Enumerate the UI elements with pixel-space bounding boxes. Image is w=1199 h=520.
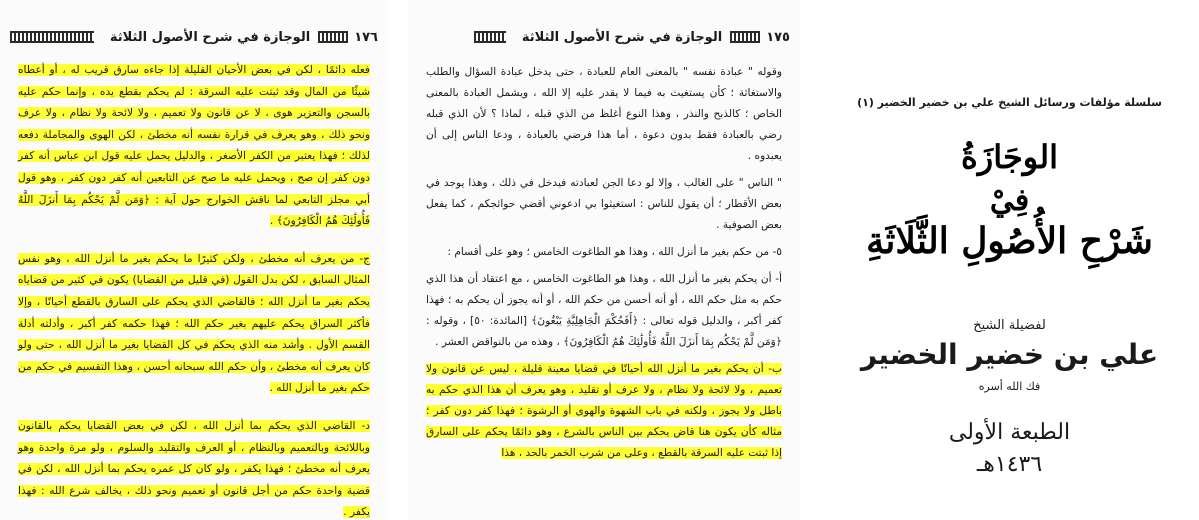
header-ornament-band	[10, 31, 94, 43]
author-prayer: فك الله أسره	[978, 380, 1041, 393]
page-175	[408, 0, 800, 520]
page-header	[408, 26, 800, 48]
page-number: ١٧٦	[354, 29, 378, 45]
book-title-line-1: الوجَازَةُ	[961, 138, 1058, 176]
highlighted-text: ب- أن يحكم بغير ما أنزل الله أحيانًا في قضايا معينة قليلة ، ليس عن قانون ولا تعميم ، ولا لائحة ولا نظام ، ولا عرف أو تقليد ، وهو يعرف أن هذا الذي حكم به باطل ولا يجوز ، ولكنه في باب الشهوة والهوى أو الرشوة ؛ فهذا كفر دون كفر ؛ مثاله كأن يكون هنا قاض يحكم بين الناس بالشرع ، وهو دائمًا يحكم على السارق إذا ثبتت عليه السرقة بالقطع ، وعلى من شرب الخمر بالحد ، هذا	[426, 363, 782, 459]
paragraph: ٥- من حكم بغير ما أنزل الله ، وهذا هو الطاغوت الخامس ؛ وهو على أقسام :	[447, 246, 782, 258]
title-page	[820, 0, 1199, 520]
book-title-line-2: فِيْ	[989, 183, 1030, 218]
edition-year: ١٤٣٦هـ	[976, 452, 1043, 477]
series-line: سلسلة مؤلفات ورسائل الشيخ علي بن خضير الخضير (١)	[857, 96, 1162, 109]
author-name: علي بن خضير الخضير	[860, 338, 1159, 371]
paragraph: " الناس " على الغالب ، وإلا لو دعا الجن لعبادته فيدخل في ذلك ، وهذا يوجد في بعض الأقطار ؛ أن يقول للناس : استغيثوا بي ادعوني أقضي حوائجكم ، كما يفعل بعض الصوفية .	[426, 177, 782, 231]
paragraph: وقوله " عبادة نفسه " بالمعنى العام للعبادة ، حتى يدخل عبادة السؤال والطلب والاستغاثة ؛ كأن يستغيث به فيما لا يقدر عليه إلا الله ، ويشمل العبادة بالمعنى الخاص ؛ كالذبح والنذر ، وهذا النوع أغلظ من الذي قبله ، لماذا ؟ لأن الذي قبله رضي بالعبادة فقط بدون دعوة ، أما هذا فرضي بالعبادة ، ودعا الناس إلى أن يعبدوه .	[426, 66, 782, 162]
highlighted-text: فعله دائمًا ، لكن في بعض الأحيان القليلة إذا جاءه سارق قريب له ، أو أعطاه شيئًا من المال وقد ثبتت عليه السرقة : لم يحكم بقطع يده ، وإنما حكم عليه بالسجن والتعزير هوى ، لا عن قانون ولا تعميم ، ولا لائحة ولا نظام ، ولا عرف ونحو ذلك ، وهو يعرف في قرارة نفسه أنه مخطئ ، لكن الهوى والمجاملة دفعه لذلك ؛ فهذا يعتبر من الكفر الأصغر ، والدليل يحمل عليه قول ابن عباس أنه كفر دون كفر إن صح ، ويحمل عليه ما صح عن التابعين أنه كفر دون كفر ، وهو قول أبي مجلز التابعي لما ناقش الخوارج حول آية : ﴿وَمَن لَّمْ يَحْكُم بِمَا أَنزَلَ اللَّهُ فَأُولَٰئِكَ هُمُ الْكَافِرُونَ﴾ .	[18, 64, 370, 228]
page-body	[426, 62, 782, 470]
page-number: ١٧٥	[766, 29, 790, 45]
author-label: لفضيلة الشيخ	[973, 318, 1046, 333]
header-title: الوجازة في شرح الأصول الثلاثة	[109, 29, 311, 45]
page-header	[0, 26, 388, 48]
highlighted-text: ج- من يعرف أنه مخطئ ، ولكن كثيرًا ما يحكم بغير ما أنزل الله ، وهو نفس المثال السابق ، لكن بدل القول (في قليل من القضايا) يكون في كثير من قضاياه يحكم بغير ما أنزل الله ؛ فالقاضي الذي يحكم على السارق بالقطع أحيانًا ، وإلا فأكثر السراق يحكم عليهم بغير حكم الله ؛ فهذا حكمه كفر أكبر ، وأدلته أدلة القسم الأول . وأشد منه الذي يحكم في كل القضايا بغير ما أنزل الله ، حتى ولو كان يعرف أنه مخطئ ، وأن حكم الله سبحانه أحسن ، وهذا التقسيم في حكم من حكم بغير ما أنزل الله .	[18, 252, 370, 395]
paragraph	[426, 359, 782, 464]
book-title-line-3: شَرْحِ الأُصُولِ الثَّلَاثَةِ	[866, 220, 1153, 262]
paragraph	[18, 60, 370, 233]
highlighted-text: د- القاضي الذي يحكم بما أنزل الله ، لكن في بعض القضايا يحكم بالقانون وباللائحة وبالتعميم وبالنظام ، أو العرف والتقليد والسلوم ، ولو مرة واحدة وهو يعرف أنه مخطئ ؛ فهذا يكفر ، ولو كان كل عمره يحكم بما أنزل الله ، لكن في قضية واحدة حكم من أجل قانون أو تعميم ونحو ذلك ، يخالف شرع الله : فهذا يكفر .	[18, 419, 370, 519]
page-body	[18, 60, 370, 520]
header-ornament-band	[474, 31, 506, 43]
page-176	[0, 0, 388, 520]
paragraph	[18, 416, 370, 520]
paragraph: أ- أن يحكم بغير ما أنزل الله ، وهذا هو الطاغوت الخامس ، مع اعتقاد أن هذا الذي حكم به مثل حكم الله ، أو أنه أحسن من حكم الله ، أو أنه يجوز أن يحكم به ؛ فهذا كفر أكبر ، والدليل قوله تعالى : ﴿أَفَحُكْمَ الْجَاهِلِيَّةِ يَبْغُونَ﴾ [المائدة: ٥٠] ، وقوله : ﴿وَمَن لَّمْ يَحْكُم بِمَا أَنزَلَ اللَّهُ فَأُولَٰئِكَ هُمُ الْكَافِرُونَ﴾ ، وهذه من بالنواقض العشر .	[426, 273, 782, 348]
header-title: الوجازة في شرح الأصول الثلاثة	[521, 29, 723, 45]
edition-label: الطبعة الأولى	[948, 420, 1071, 445]
header-ornament	[730, 31, 760, 43]
paragraph	[18, 249, 370, 400]
header-ornament	[318, 31, 348, 43]
